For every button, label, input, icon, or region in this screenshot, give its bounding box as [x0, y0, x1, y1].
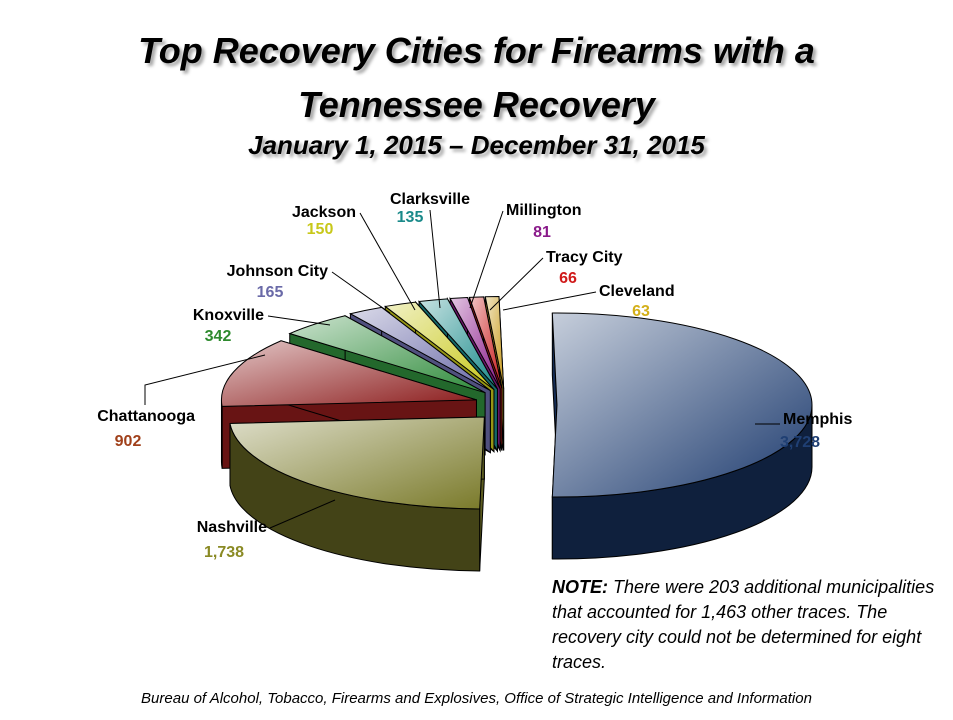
- leader-line-johnson-city: [332, 272, 390, 313]
- category-label-chattanooga: Chattanooga: [97, 408, 195, 425]
- category-label-millington: Millington: [506, 202, 582, 219]
- note-box: [552, 575, 947, 675]
- note-text: There were 203 additional municipalities that accounted for 1,463 other traces. The recovery city could not be determined for eight traces.: [552, 577, 935, 672]
- category-label-knoxville: Knoxville: [192, 307, 264, 324]
- value-label-jackson: 150: [306, 221, 334, 238]
- value-label-nashville: 1,738: [203, 544, 245, 561]
- value-label-memphis: 3,728: [779, 434, 821, 451]
- pie-slice-nashville: [230, 417, 484, 571]
- slice-side: [221, 400, 222, 469]
- category-label-johnson-city: Johnson City: [226, 263, 328, 280]
- value-label-millington: 81: [533, 224, 551, 241]
- category-label-memphis: Memphis: [783, 411, 853, 428]
- leader-line-tracy-city: [490, 258, 543, 310]
- value-label-johnson-city: 165: [256, 284, 284, 301]
- category-label-clarksville: Clarksville: [389, 191, 471, 208]
- leader-line-millington: [470, 211, 503, 308]
- category-label-jackson: Jackson: [291, 204, 356, 221]
- chart-subtitle: January 1, 2015 – December 31, 2015: [248, 130, 705, 160]
- leader-line-clarksville: [430, 210, 440, 308]
- chart-title-line2: Tennessee Recovery: [298, 84, 655, 125]
- category-label-nashville: Nashville: [196, 519, 267, 536]
- leader-line-jackson: [360, 213, 415, 310]
- category-label-cleveland: Cleveland: [599, 283, 675, 300]
- pie-slice-memphis: [552, 313, 812, 559]
- value-label-clarksville: 135: [396, 209, 424, 226]
- value-label-chattanooga: 902: [114, 433, 142, 450]
- leader-line-knoxville: [268, 316, 330, 325]
- value-label-knoxville: 342: [204, 328, 232, 345]
- note-label: NOTE:: [552, 577, 608, 597]
- value-label-cleveland: 63: [632, 303, 650, 320]
- source-footer: Bureau of Alcohol, Tobacco, Firearms and Explosives, Office of Strategic Intelligence and Information: [141, 690, 812, 707]
- leader-line-cleveland: [503, 292, 596, 310]
- category-label-tracy-city: Tracy City: [546, 249, 623, 266]
- value-label-tracy-city: 66: [559, 270, 577, 287]
- chart-title-line1: Top Recovery Cities for Firearms with a: [138, 30, 815, 71]
